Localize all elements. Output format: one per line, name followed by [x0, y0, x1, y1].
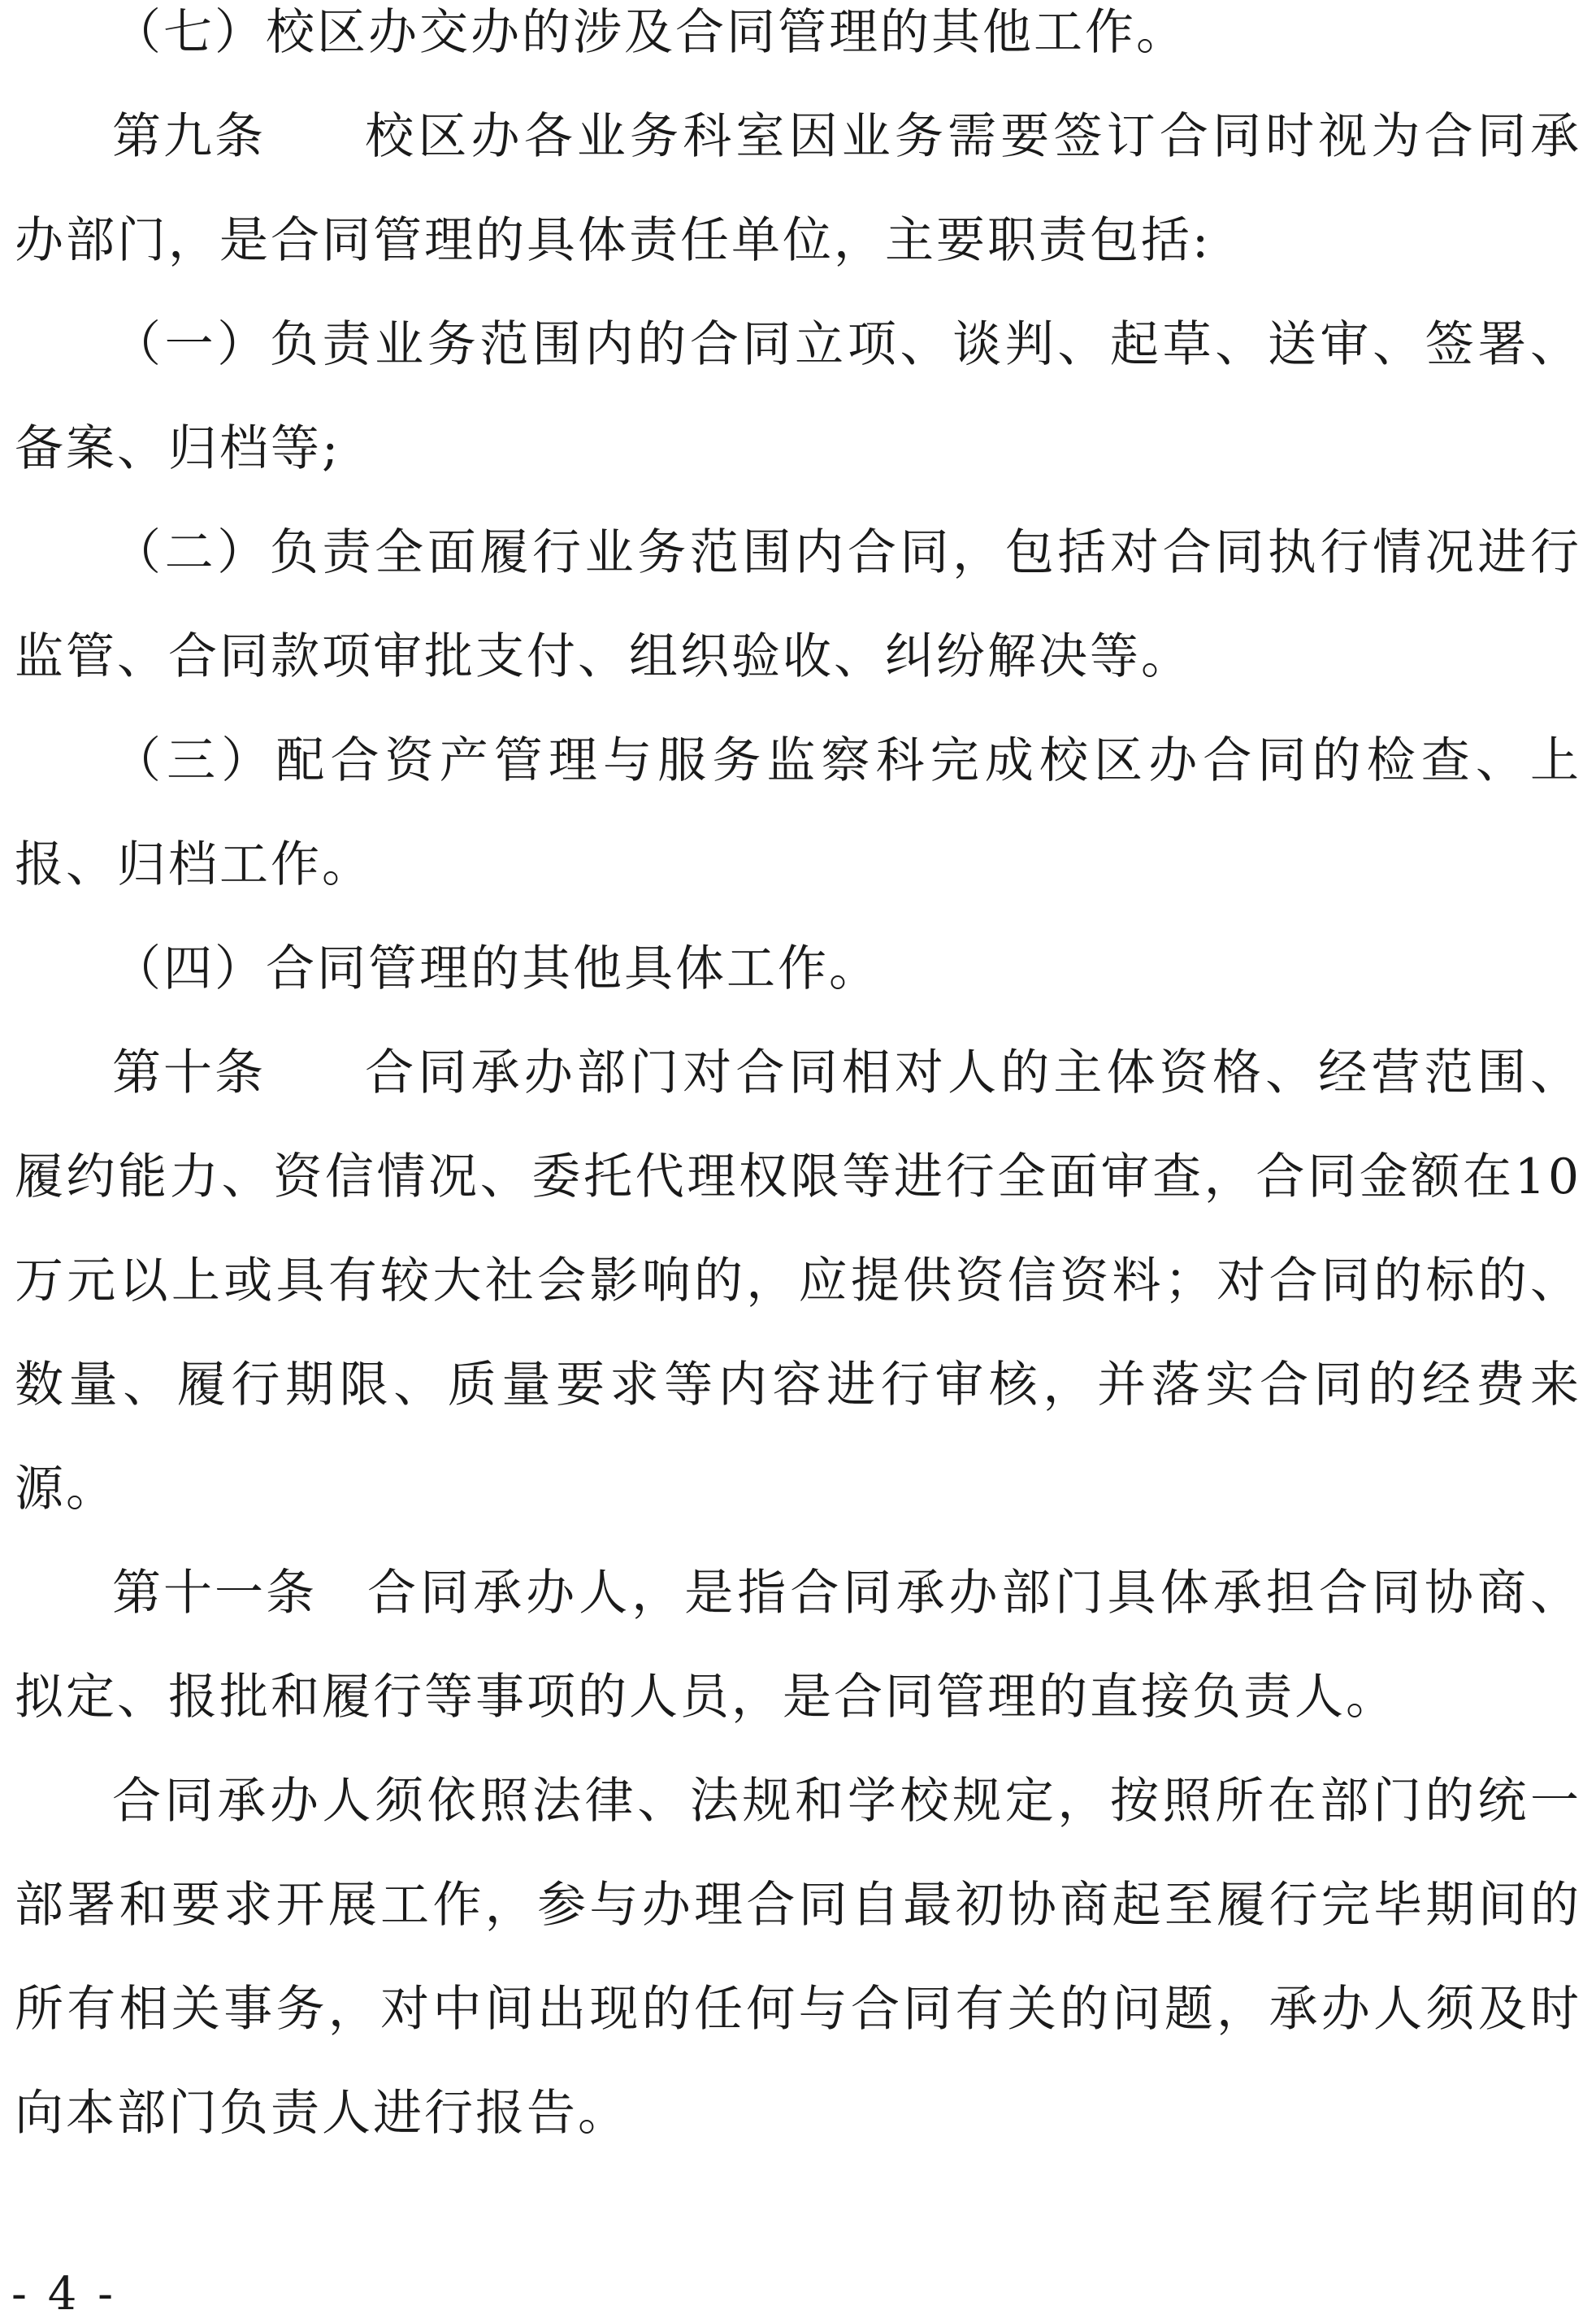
paragraph-text: （二）负责全面履行业务范围内合同，包括对合同执行情况进行监管、合同款项审批支付、组织验收、纠纷解决等。 — [15, 524, 1581, 685]
article-text: 合同承办人，是指合同承办部门具体承担合同协商、拟定、报批和履行等事项的人员，是合同管理的直接负责人。 — [15, 1565, 1581, 1726]
paragraph-text: 合同承办人须依照法律、法规和学校规定，按照所在部门的统一部署和要求开展工作，参与办理合同自最初协商起至履行完毕期间的所有相关事务，对中间出现的任何与合同有关的问题，承办人须及时向本部门负责人进行报告。 — [15, 1773, 1581, 2142]
article-text: 合同承办部门对合同相对人的主体资格、经营范围、履约能力、资信情况、委托代理权限等进行全面审查，合同金额在10万元以上或具有较大社会影响的，应提供资信资料；对合同的标的、数量、履行期限、质量要求等内容进行审核，并落实合同的经费来源。 — [15, 1044, 1581, 1518]
paragraph-text: （三）配合资产管理与服务监察科完成校区办合同的检查、上报、归档工作。 — [15, 732, 1581, 893]
paragraph-item-2 — [15, 501, 1581, 709]
paragraph-item-4 — [15, 917, 1581, 1021]
article-number: 第九条 — [112, 108, 266, 165]
paragraph-text: （一）负责业务范围内的合同立项、谈判、起草、送审、签署、备案、归档等; — [15, 316, 1581, 477]
paragraph-item-7 — [15, 0, 1581, 85]
page-number: - 4 - — [11, 2268, 117, 2321]
article-number: 第十条 — [112, 1044, 266, 1101]
article-text: 校区办各业务科室因业务需要签订合同时视为合同承办部门，是合同管理的具体责任单位，主要职责包括: — [15, 108, 1581, 269]
paragraph-item-3 — [15, 709, 1581, 917]
paragraph-item-1 — [15, 293, 1581, 501]
paragraph-contract-handler-duties — [15, 1749, 1581, 2165]
article-11 — [15, 1541, 1581, 1749]
article-9 — [15, 85, 1581, 293]
paragraph-text: （四）合同管理的其他具体工作。 — [112, 940, 880, 997]
article-number: 第十一条 — [112, 1565, 317, 1622]
article-10 — [15, 1021, 1581, 1541]
document-body — [15, 0, 1581, 2165]
paragraph-text: （七）校区办交办的涉及合同管理的其他工作。 — [112, 4, 1187, 61]
